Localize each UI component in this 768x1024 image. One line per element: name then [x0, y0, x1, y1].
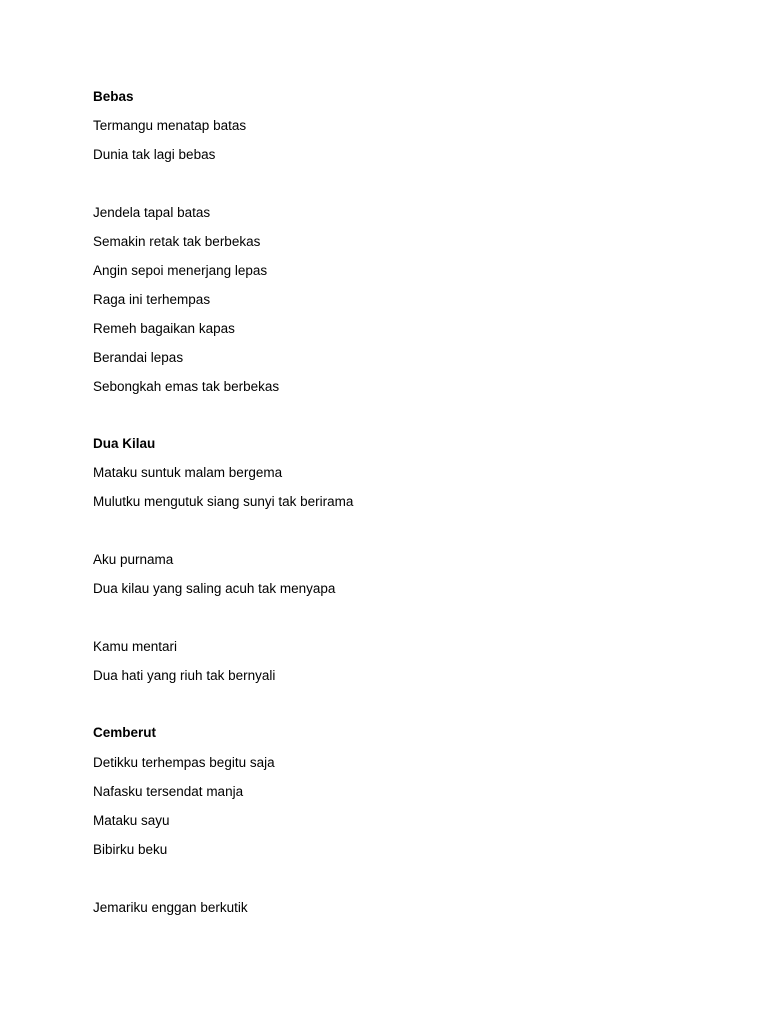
- poem-line: Semakin retak tak berbekas: [93, 234, 261, 249]
- poem-line: Mataku sayu: [93, 813, 170, 828]
- poem-line: Dunia tak lagi bebas: [93, 147, 216, 162]
- poem-line: Bibirku beku: [93, 842, 168, 857]
- poem-line: Remeh bagaikan kapas: [93, 321, 235, 336]
- poem-line: Dua hati yang riuh tak bernyali: [93, 668, 276, 683]
- poem-line: Jemariku enggan berkutik: [93, 900, 248, 915]
- poem-title: Bebas: [93, 89, 134, 104]
- poem-line: Nafasku tersendat manja: [93, 784, 244, 799]
- poem-title: Cemberut: [93, 725, 157, 740]
- poem-line: Raga ini terhempas: [93, 292, 211, 307]
- poem-line: Mulutku mengutuk siang sunyi tak berirama: [93, 494, 354, 509]
- poem-line: Termangu menatap batas: [93, 118, 247, 133]
- poem-line: Jendela tapal batas: [93, 205, 211, 220]
- poem-line: Mataku suntuk malam bergema: [93, 465, 283, 480]
- poem-line: Aku purnama: [93, 552, 174, 567]
- poem-line: Kamu mentari: [93, 639, 178, 654]
- poem-line: Dua kilau yang saling acuh tak menyapa: [93, 581, 336, 596]
- poem-line: Berandai lepas: [93, 350, 184, 365]
- poem-title: Dua Kilau: [93, 436, 156, 451]
- poem-line: Sebongkah emas tak berbekas: [93, 379, 280, 394]
- poem-line: Angin sepoi menerjang lepas: [93, 263, 268, 278]
- poem-line: Detikku terhempas begitu saja: [93, 755, 275, 770]
